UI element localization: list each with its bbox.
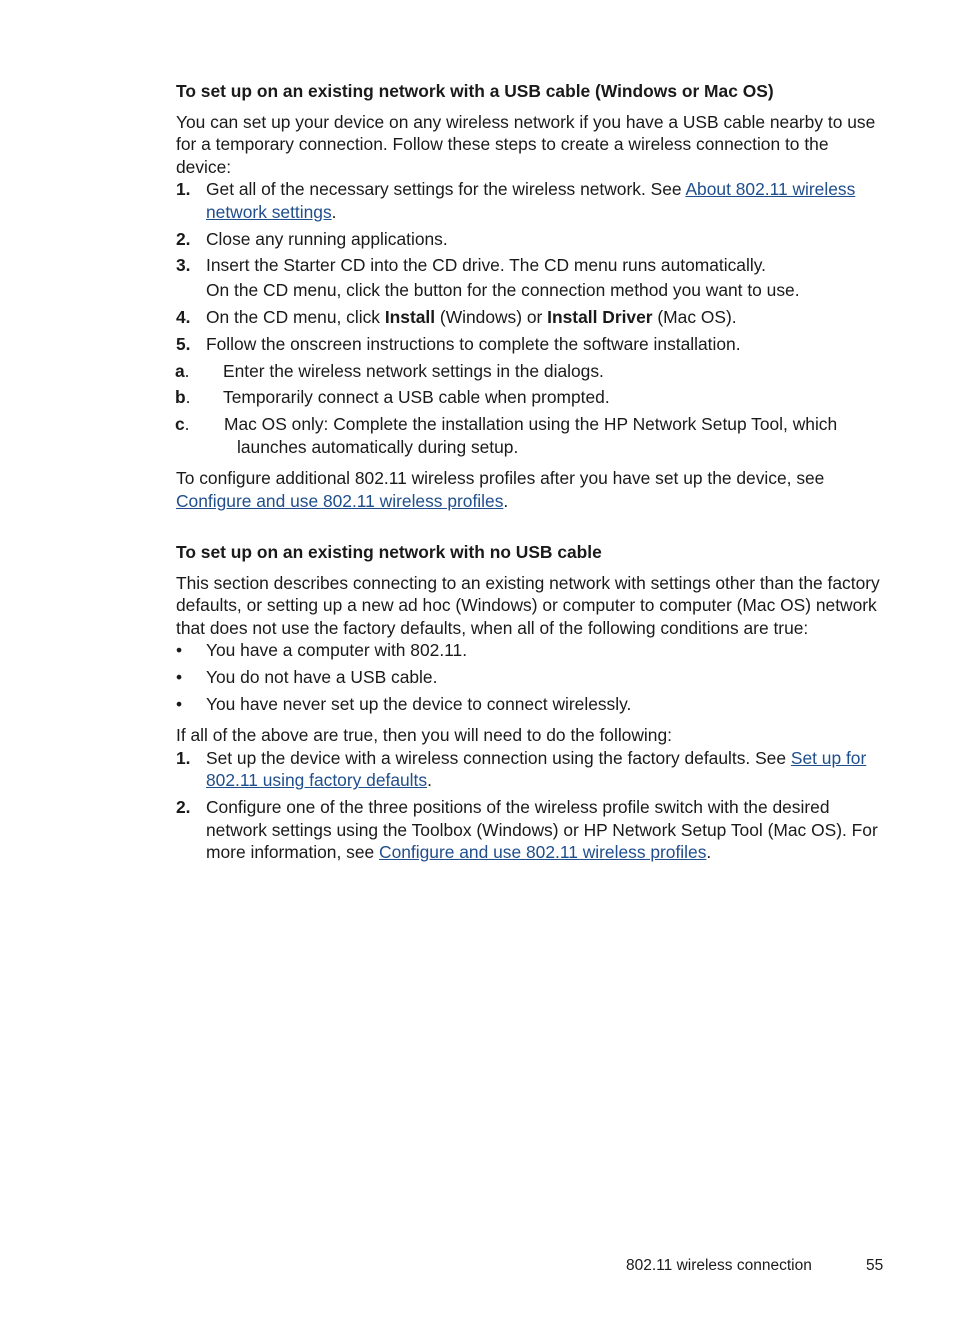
list-item: 2. Close any running applications. (176, 228, 448, 249)
section-heading-usb: To set up on an existing network with a USB cable (Windows or Mac OS) (176, 81, 774, 101)
link-factory-defaults[interactable]: Set up for 802.11 using factory defaults (206, 747, 867, 791)
section-intro-no-usb: This section describes connecting to an existing network with settings other than the factory defaults, or setting up a new ad hoc (Windows) or computer to computer (Mac OS) network that does not use the factory defaults, when all of the following conditions are true: (176, 573, 880, 638)
section-lead-no-usb: If all of the above are true, then you will need to do the following: (176, 725, 672, 746)
list-item: a. Enter the wireless network settings in the dialogs. (175, 360, 604, 381)
conditions-list (176, 639, 882, 715)
list-item: • You have a computer with 802.11. (176, 640, 468, 661)
step-number: 2. (176, 228, 191, 249)
list-item: • You have never set up the device to connect wirelessly. (176, 694, 632, 715)
list-item: 3. Insert the Starter CD into the CD drive. The CD menu runs automatically. On the CD menu, click the button for the connection method you want to use. (176, 254, 882, 301)
section-intro-usb: You can set up your device on any wireless network if you have a USB cable nearby to use for a temporary connection. Follow these steps to create a wireless connection to the device: (176, 112, 876, 177)
substeps-list (175, 360, 882, 459)
bullet: • (176, 694, 183, 715)
section-heading-no-usb: To set up on an existing network with no USB cable (176, 542, 602, 562)
list-item: c. Mac OS only: Complete the installation using the HP Network Setup Tool, which launches automatically during setup. (175, 414, 838, 457)
no-usb-steps-list (176, 747, 882, 864)
page-number: 55 (866, 1257, 884, 1274)
step-number: 1. (176, 179, 191, 200)
list-item: 4. On the CD menu, click Install (Windows) or Install Driver (Mac OS). (176, 306, 737, 327)
link-configure-profiles[interactable]: Configure and use 802.11 wireless profiles (176, 490, 504, 511)
link-configure-profiles-2[interactable]: Configure and use 802.11 wireless profiles (379, 841, 707, 862)
step-number: 2. (176, 797, 191, 818)
list-item: 1. Get all of the necessary settings for the wireless network. See About 802.11 wireless network settings. (176, 179, 856, 222)
list-item: • You do not have a USB cable. (176, 667, 438, 688)
usb-steps-list (176, 178, 882, 458)
list-item: 2. Configure one of the three positions of the wireless profile switch with the desired network settings using the Toolbox (Windows) or HP Network Setup Tool (Mac OS). For more information, see Configure and use 802.11 wireless profiles. (176, 797, 878, 862)
bullet: • (176, 640, 183, 661)
page-content (176, 80, 882, 863)
list-item: b. Temporarily connect a USB cable when prompted. (175, 387, 610, 408)
step-number: 3. (176, 255, 191, 276)
section-outro-usb: To configure additional 802.11 wireless profiles after you have set up the device, see Configure and use 802.11 wireless profiles. (176, 468, 825, 511)
step-number: 5. (176, 333, 191, 354)
list-item: 1. Set up the device with a wireless connection using the factory defaults. See Set up for 802.11 using factory defaults. (176, 747, 867, 791)
footer-section-title: 802.11 wireless connection (626, 1257, 812, 1274)
step-continuation: On the CD menu, click the button for the connection method you want to use. (206, 279, 800, 300)
list-item: 5. Follow the onscreen instructions to complete the software installation. a. Enter the wireless network settings in the dialogs. b. Temporarily connect a USB cable when prompted. c. Mac OS only: Complete the installation using the HP Network Setup Tool, which launches automatically during setup. (176, 333, 882, 459)
link-about-80211-settings[interactable]: About 802.11 wireless network settings (206, 179, 856, 222)
step-number: 1. (176, 747, 191, 768)
bullet: • (176, 667, 183, 688)
step-number: 4. (176, 306, 191, 327)
